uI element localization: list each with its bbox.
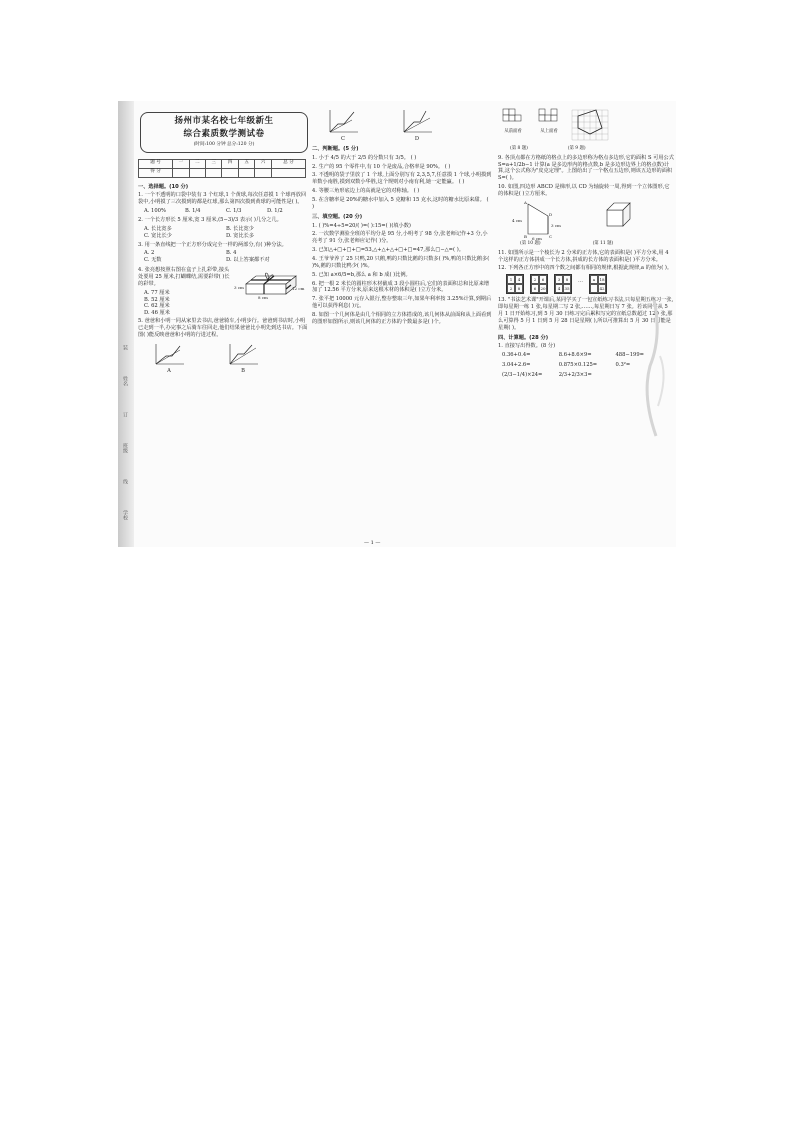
- pencil-mark-icon: [632, 296, 672, 446]
- question: 10. 如图,四边形 ABCD 是梯形,以 CD 为轴旋转一周,得到一个立体图形,它的体积是( )立方厘米。: [498, 184, 670, 197]
- view-label: 从上面看: [540, 128, 558, 134]
- question: 6. 把一根 2 米长的圆柱形木材截成 3 段小圆柱后,它们的表面积总和比原来增加了 12.56 平方分米,原来这根木材的体积是( )立方分米。: [312, 280, 490, 294]
- title-box: [140, 112, 308, 153]
- fig-labels-10-11: [520, 241, 674, 247]
- question: 9. 各顶点都在方格纸的格点上的多边形称为格点多边形,它的面积 S 可用公式 S=a+1/2b−1 计算(a 是多边形内的格点数,b 是多边形边界上的格点数)计算,这个公式称为"皮克定理"。上图给出了一个格点五边形,则该五边形的面积 S=( )。: [498, 154, 674, 182]
- table-cell[interactable]: [222, 168, 238, 177]
- grid-value: 1: [507, 275, 515, 284]
- dim-label: 3 cm: [234, 285, 244, 291]
- dim-label: 6 cm: [532, 235, 542, 241]
- calc-item[interactable]: 2/3+2/3×3=: [558, 371, 592, 378]
- calc-item[interactable]: 488−199=: [615, 352, 644, 359]
- vertex-label: D: [549, 211, 553, 217]
- top-view-icon: [538, 108, 560, 126]
- distance-time-graph-icon: [226, 342, 260, 368]
- table-row: [139, 159, 306, 168]
- graph-label: A: [167, 367, 171, 374]
- option[interactable]: C. 1/3: [226, 208, 242, 215]
- section-heading: 四、计算题。(28 分): [498, 334, 549, 341]
- option[interactable]: D. 46 厘米: [144, 310, 170, 317]
- binding-label: 装: [122, 345, 128, 350]
- gift-box-figure: [234, 266, 308, 317]
- graph-row: [152, 342, 308, 375]
- question: 5. 在含糖率是 20%的糖水中加入 5 克糖和 15 克水,这时的糖水比原来甜。 ( ): [312, 197, 489, 210]
- question: 8. 如图一个几何体是由几个相同的立方体搭成的,该几何体从前面和从上面看到的图形如图所示,则该几何体的正方体的个数最多是( )个。: [312, 312, 492, 325]
- table-cell: 五: [238, 159, 254, 168]
- option[interactable]: D. 宽比长多: [226, 232, 255, 239]
- fig-label: (第 9 题): [567, 145, 586, 151]
- option[interactable]: B. 长比宽少: [226, 225, 254, 232]
- dim-label: 3 cm: [551, 222, 561, 228]
- grid-value: 18: [599, 277, 605, 283]
- grid-value: 6: [539, 275, 547, 284]
- distance-time-graph-icon: [152, 342, 186, 368]
- number-square: [530, 274, 548, 294]
- option[interactable]: C. 宽比长少: [144, 232, 172, 239]
- graph-label: C: [341, 136, 345, 142]
- question: 4. 张亮想按照右图在盒子上扎彩带,接头处要用 25 厘米,打蝴蝶结,需要彩带( )长的彩带。: [138, 267, 230, 287]
- binding-label: 线: [122, 479, 128, 484]
- q4-block: [138, 266, 308, 317]
- fig-label: (第 8 题): [510, 145, 528, 151]
- q4-text-block: [138, 266, 234, 317]
- option[interactable]: A. 100%: [144, 208, 166, 215]
- question: 11. 如图所示是一个棱长为 2 分米的正方体,它的表面积是( )平方分米,用 4 个这样的正方体拼成一个长方体,拼成的长方体的表面积是( )平方分米。: [498, 249, 669, 263]
- grid-value: a: [590, 275, 598, 284]
- score-table: [138, 159, 306, 178]
- vertex-label: C: [549, 233, 553, 239]
- table-cell: 题 号: [139, 159, 173, 168]
- table-cell: 得 分: [139, 168, 173, 177]
- front-view: [502, 108, 524, 143]
- option[interactable]: B. 52 厘米: [144, 296, 170, 303]
- dim-label: 12 cm: [292, 286, 305, 292]
- dim-label: 8 cm: [258, 295, 268, 301]
- top-view: [538, 108, 560, 143]
- table-cell: 六: [255, 159, 271, 168]
- graph-d: [400, 108, 434, 143]
- cube-figure: [604, 200, 632, 240]
- grid-value: 8: [563, 275, 571, 284]
- question: 3. 不透明的袋子里放了 1 个球,上面分别写有 2,3,5,7,任意摸 1 个球,小明摸到单数小南胜,摸到双数小华胜,这个规则对小南有利,她一定能赢。 ( ): [312, 172, 492, 186]
- calc-item[interactable]: 8.6+8.6×9=: [558, 352, 592, 359]
- graph-label: B: [241, 367, 245, 374]
- distance-time-graph-icon: [326, 108, 360, 136]
- dim-label: 4 cm: [512, 217, 522, 223]
- option[interactable]: D. 以上答案都不对: [226, 257, 270, 264]
- graph-label: D: [414, 136, 420, 142]
- question: 7. 张平把 10000 元存入银行,整存整取三年,如果年利率按 3.25%计算,到期后他可以获得利息( )元。: [312, 296, 492, 310]
- trapezoid-figure: [512, 199, 568, 241]
- column-1: [138, 108, 308, 377]
- calc-item[interactable]: 0.36+0.4=: [502, 352, 531, 359]
- figures-10-11: [512, 199, 674, 241]
- graph-a: [152, 342, 186, 375]
- option[interactable]: A. 长比宽多: [144, 225, 172, 232]
- grid-value: 2: [531, 275, 539, 284]
- binding-labels: [122, 345, 134, 520]
- table-cell[interactable]: [206, 168, 222, 177]
- question: 13. "书法艺术课"开课后,某同学买了一包宣纸练习书法,只每星期五练习一张,即每星期一练 1 张,每星期二写 2 张,……,每星期日写 7 张。若该同学从 5 月 1 日开始练习,到 5 月 30 日练习完后累积写完的宣纸总数超过 120 张,那么可算得 5 月 1 日到 5 月 28 日是星期( ),所以可推算出 5 月 30 日可能是星期( )。: [498, 297, 674, 331]
- table-cell: 一: [173, 159, 189, 168]
- front-view-icon: [502, 108, 524, 126]
- binding-label: 学校: [122, 510, 128, 520]
- question: 3. 用一条直线把一个正方形分成完全一样的两部分,有( )种分法。: [138, 241, 287, 248]
- table-cell[interactable]: [238, 168, 254, 177]
- calc-item[interactable]: 0.875×0.125=: [558, 362, 598, 369]
- number-square: [554, 274, 572, 294]
- vertex-label: B: [524, 233, 527, 239]
- question: 2. 一个长方形长 5 厘米,宽 3 厘米,(5−3)/3 表示( )几分之几。: [138, 216, 282, 223]
- grid-value: [590, 284, 598, 293]
- view-label: 从前面看: [504, 128, 522, 134]
- table-cell: 三: [206, 159, 222, 168]
- calc-item[interactable]: 0.3²=: [615, 362, 631, 369]
- page-number: — 1 —: [364, 540, 381, 546]
- calc-item[interactable]: (2/3−1/4)×24=: [502, 371, 543, 378]
- table-row: [139, 168, 306, 177]
- option[interactable]: C. 无数: [144, 257, 162, 264]
- distance-time-graph-icon: [400, 108, 434, 136]
- views-figure: [502, 108, 560, 143]
- calc-item[interactable]: 3.04+2.6=: [502, 362, 531, 369]
- figures-8-9: [498, 108, 674, 145]
- question: 1. 小于 4/5 的大于 2/5 的分数只有 3/5。 ( ): [312, 154, 417, 161]
- grid-value: 42: [599, 286, 605, 292]
- number-square: [506, 274, 524, 294]
- cube-icon: [604, 200, 632, 230]
- number-square: [589, 274, 607, 294]
- question: 3. 已知△+□+□+□=53,△+△+△+□+□=47,那么□−△=( )。: [312, 247, 464, 254]
- question: 2. 生产的 95 个零件中,有 10 个是废品,合格率是 90%。 ( ): [312, 163, 451, 170]
- table-cell: 四: [222, 159, 238, 168]
- section-heading: 二、判断题。(5 分): [312, 145, 359, 152]
- table-cell: 二: [189, 159, 205, 168]
- fig-label: (第 11 题): [592, 240, 614, 246]
- option[interactable]: B. 1/4: [185, 208, 201, 215]
- grid-value: 4: [555, 284, 563, 293]
- binding-label: 班级: [122, 443, 128, 453]
- question: 1. ( )%=4÷5=20/( )=( ):15=( )(填小数): [312, 222, 411, 229]
- question: 2. 一次数学测验全班的平均分是 95 分,小明考了 98 分,张老师记作+3 分,小亮考了 91 分,张老师应记作( )分。: [312, 231, 488, 245]
- option[interactable]: A. 2: [144, 250, 155, 257]
- column-2: [312, 108, 492, 328]
- grid-value: 4: [515, 275, 523, 284]
- graph-b: [226, 342, 260, 375]
- grid-value: 2: [507, 284, 515, 293]
- question: 12. 下列各正方形中的四个数之间都有相同的规律,根据此规律,a 的值为( )。: [498, 265, 673, 272]
- graph-c: [326, 108, 360, 143]
- table-cell: 总 分: [271, 159, 305, 168]
- binding-label: 姓名: [122, 376, 128, 386]
- option[interactable]: B. 4: [226, 250, 237, 257]
- fig-label: (第 10 题): [520, 240, 541, 246]
- option[interactable]: A. 77 厘米: [144, 289, 170, 296]
- number-squares: [506, 274, 674, 294]
- option[interactable]: D. 1/2: [267, 208, 283, 215]
- section-heading: 三、填空题。(20 分): [312, 213, 363, 220]
- options: [144, 208, 308, 215]
- exam-title-line1: 扬州市某名校七年级新生: [174, 116, 274, 126]
- section-heading: 一、选择题。(10 分): [138, 183, 189, 190]
- question: 4. 王爷爷养了 25 只鸭,20 只鹅,鸭的只数比鹅的只数多( )%,鸭的只数比鹅多( )%,鹅的只数比鸭少( )%。: [312, 256, 490, 269]
- vertex-label: A: [524, 199, 527, 205]
- options: [144, 226, 308, 240]
- grid-value: 35: [564, 286, 570, 292]
- grid-value: 8: [515, 284, 523, 293]
- graph-row: [326, 108, 492, 143]
- grid-value: 3: [555, 275, 563, 284]
- table-cell[interactable]: [189, 168, 205, 177]
- fig-labels-8-9: [510, 146, 674, 152]
- question: 5. 爸爸和小明一同从家里去书店,爸爸骑车,小明步行。爸爸到书店时,小明已走到一半,办完事之后骑车往回走,他们结果爸爸比小明先到达书店。下面图( )能反映爸爸和小明的行进过程。: [138, 318, 308, 338]
- binding-label: 订: [122, 412, 128, 417]
- question: 5. 已知 a×6/5=b,那么 a 和 b 成( )比例。: [312, 271, 411, 278]
- grid-value: 6: [531, 284, 539, 293]
- table-cell[interactable]: [173, 168, 189, 177]
- question: 1. 直接写出得数。(8 分): [498, 343, 556, 350]
- exam-subtitle: (时间:100 分钟 总分:120 分): [193, 142, 255, 148]
- ellipsis: …: [578, 278, 583, 285]
- option[interactable]: C. 62 厘米: [144, 303, 170, 310]
- exam-title-line2: 综合素质数学测试卷: [183, 129, 265, 140]
- grid-value: 20: [540, 286, 546, 292]
- table-cell[interactable]: [271, 168, 305, 177]
- grid-pentagon-icon: [570, 108, 610, 142]
- question: 4. 等腰三角形底边上的高就是它的对称轴。 ( ): [312, 188, 420, 195]
- options: [144, 250, 308, 264]
- question: 1. 一个不透明的口袋中装有 3 个红球,1 个黄球,每次任意摸 1 个球再放回袋中,小明摸了三次摸到的都是红球,那么第四次摸到黄球的可能性是( )。: [138, 192, 307, 206]
- table-cell[interactable]: [255, 168, 271, 177]
- grid-pentagon-figure: [570, 108, 610, 145]
